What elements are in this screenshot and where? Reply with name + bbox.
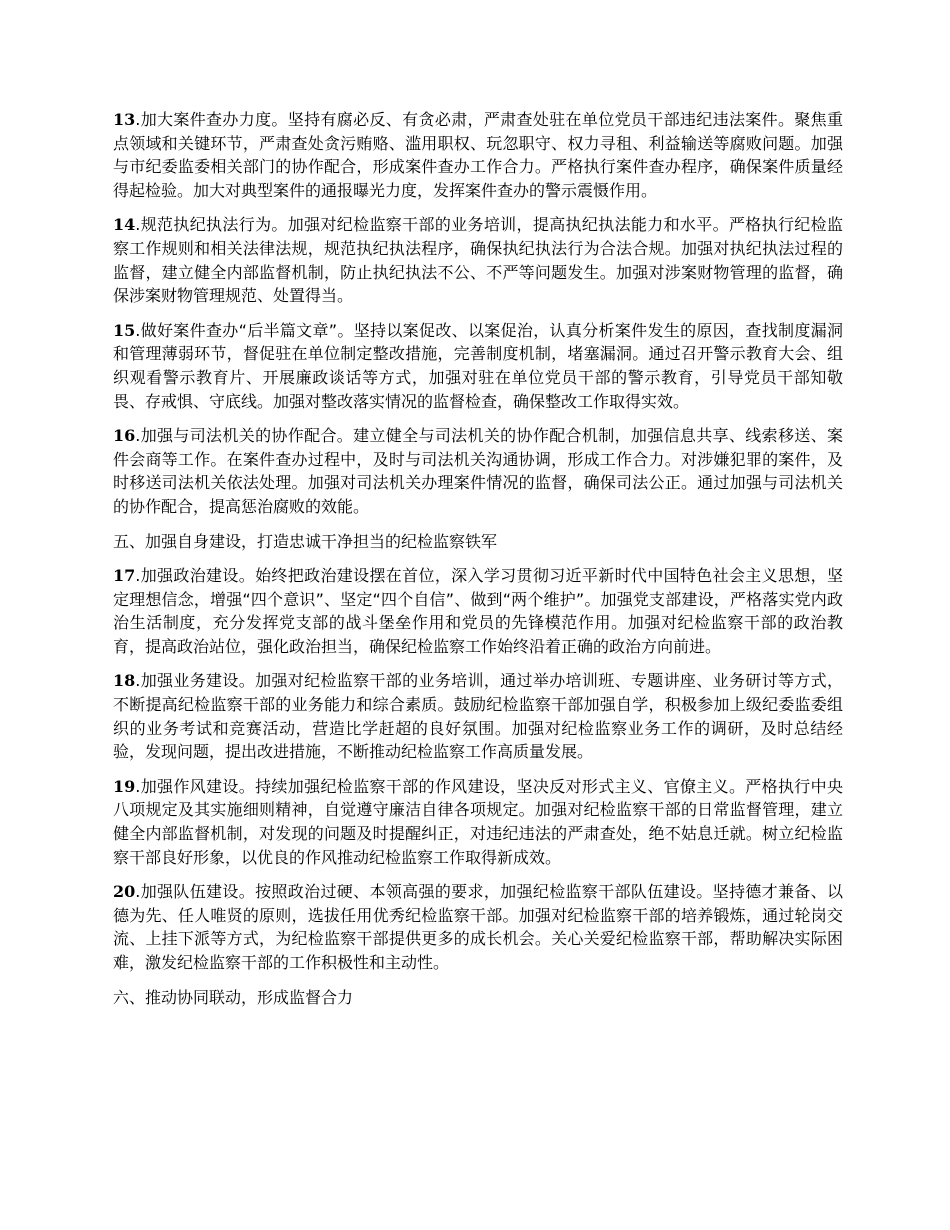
- paragraph-number: 15: [113, 320, 136, 340]
- paragraph-text: .加大案件查办力度。坚持有腐必反、有贪必肃，严肃查处驻在单位党员干部违纪违法案件。聚焦重点领域和关键环节，严肃查处贪污贿赂、滥用职权、玩忽职守、权力寻租、利益输送等腐败问题。加强与市纪委监委相关部门的协作配合，形成案件查办工作合力。严格执行案件查办程序，确保案件质量经得起检验。加大对典型案件的通报曝光力度，发挥案件查办的警示震慑作用。: [113, 110, 843, 200]
- paragraph-19: [113, 775, 843, 869]
- paragraph-number: 18: [113, 671, 136, 691]
- paragraph-text: .做好案件查办“后半篇文章”。坚持以案促改、以案促治，认真分析案件发生的原因，查找制度漏洞和管理薄弱环节，督促驻在单位制定整改措施，完善制度机制，堵塞漏洞。通过召开警示教育大会、组织观看警示教育片、开展廉政谈话等方式，加强对驻在单位党员干部的警示教育，引导党员干部知敬畏、存戒惧、守底线。加强对整改落实情况的监督检查，确保整改工作取得实效。: [113, 320, 843, 411]
- paragraph-15: [113, 319, 843, 413]
- paragraph-16: [113, 424, 843, 518]
- paragraph-number: 19: [113, 776, 136, 796]
- paragraph-17: [113, 564, 843, 658]
- paragraph-number: 20: [113, 882, 136, 902]
- paragraph-13: [113, 108, 843, 202]
- paragraph-14: [113, 213, 843, 307]
- paragraph-text: .加强与司法机关的协作配合。建立健全与司法机关的协作配合机制，加强信息共享、线索移送、案件会商等工作。在案件查办过程中，及时与司法机关沟通协调，形成工作合力。对涉嫌犯罪的案件，及时移送司法机关依法处理。加强对司法机关办理案件情况的监督，确保司法公正。通过加强与司法机关的协作配合，提高惩治腐败的效能。: [113, 426, 843, 516]
- document-body: [113, 108, 843, 1020]
- paragraph-number: 14: [113, 215, 136, 235]
- section-heading-6: 六、推动协同联动，形成监督合力: [113, 987, 354, 1007]
- paragraph-18: [113, 669, 843, 763]
- paragraph-text: .规范执纪执法行为。加强对纪检监察干部的业务培训，提高执纪执法能力和水平。严格执行纪检监察工作规则和相关法律法规，规范执纪执法程序，确保执纪执法行为合法合规。加强对执纪执法过程的监督，建立健全内部监督机制，防止执纪执法不公、不严等问题发生。加强对涉案财物管理的监督，确保涉案财物管理规范、处置得当。: [113, 215, 843, 306]
- paragraph-20: [113, 880, 843, 974]
- section-heading-5: 五、加强自身建设，打造忠诚干净担当的纪检监察铁军: [113, 531, 498, 551]
- paragraph-number: 13: [113, 110, 136, 129]
- paragraph-number: 17: [113, 566, 136, 586]
- paragraph-text: .加强业务建设。加强对纪检监察干部的业务培训，通过举办培训班、专题讲座、业务研讨等方式，不断提高纪检监察干部的业务能力和综合素质。鼓励纪检监察干部加强自学，积极参加上级纪委监委组织的业务考试和竞赛活动，营造比学赶超的良好氛围。加强对纪检监察业务工作的调研，及时总结经验，发现问题，提出改进措施，不断推动纪检监察工作高质量发展。: [113, 671, 843, 762]
- paragraph-text: .加强作风建设。持续加强纪检监察干部的作风建设，坚决反对形式主义、官僚主义。严格执行中央八项规定及其实施细则精神，自觉遵守廉洁自律各项规定。加强对纪检监察干部的日常监督管理，建立健全内部监督机制，对发现的问题及时提醒纠正，对违纪违法的严肃查处，绝不姑息迁就。树立纪检监察干部良好形象，以优良的作风推动纪检监察工作取得新成效。: [113, 776, 843, 867]
- paragraph-number: 16: [113, 426, 136, 446]
- paragraph-text: .加强政治建设。始终把政治建设摆在首位，深入学习贯彻习近平新时代中国特色社会主义思想，坚定理想信念，增强“四个意识”、坚定“四个自信”、做到“两个维护”。加强党支部建设，严格落实党内政治生活制度，充分发挥党支部的战斗堡垒作用和党员的先锋模范作用。加强对纪检监察干部的政治教育，提高政治站位，强化政治担当，确保纪检监察工作始终沿着正确的政治方向前进。: [113, 566, 843, 656]
- paragraph-text: .加强队伍建设。按照政治过硬、本领高强的要求，加强纪检监察干部队伍建设。坚持德才兼备、以德为先、任人唯贤的原则，选拔任用优秀纪检监察干部。加强对纪检监察干部的培养锻炼，通过轮岗交流、上挂下派等方式，为纪检监察干部提供更多的成长机会。关心关爱纪检监察干部，帮助解决实际困难，激发纪检监察干部的工作积极性和主动性。: [113, 882, 843, 972]
